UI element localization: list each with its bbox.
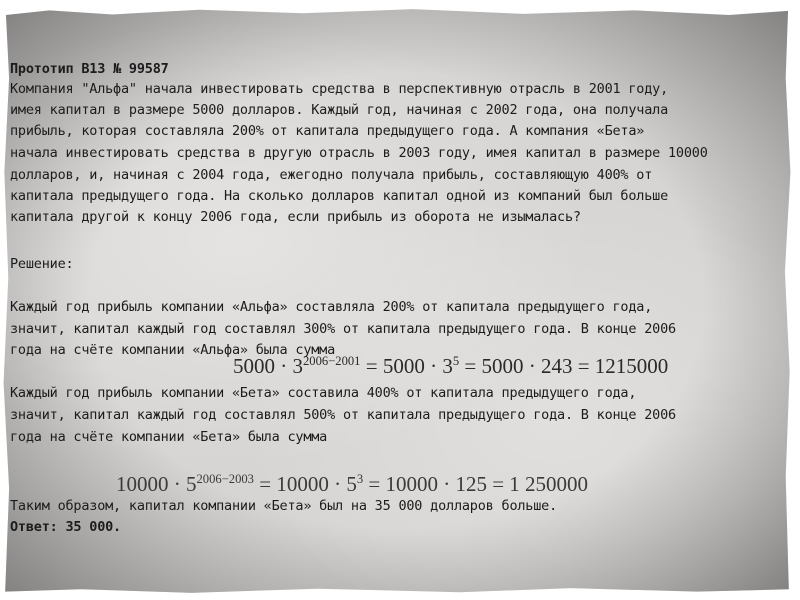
beta-line: года на счёте компании «Бета» была сумма — [10, 429, 328, 445]
formula-part: 10000 · 5 — [116, 472, 197, 496]
beta-line: Каждый год прибыль компании «Бета» составила 400% от капитала предыдущего года, — [10, 385, 637, 401]
formula-part: = 5000 · 243 = 1215000 — [459, 354, 669, 378]
formula-part: = 10000 · 5 — [253, 472, 357, 496]
alpha-line: года на счёте компании «Альфа» была сумма — [10, 342, 336, 358]
problem-line: прибыль, которая составляла 200% от капитала предыдущего года. А компания «Бета» — [10, 123, 645, 139]
problem-line: имея капитал в размере 5000 долларов. Каждый год, начиная с 2002 года, она получала — [10, 102, 668, 118]
problem-line: начала инвестировать средства в другую отрасль в 2003 году, имея капитал в размере 10000 — [10, 145, 708, 161]
problem-line: капитала другой к концу 2006 года, если прибыль из оборота не изымалась? — [10, 209, 581, 225]
formula-exponent: 5 — [452, 354, 460, 368]
formula-part: = 10000 · 125 = 1 250000 — [363, 472, 589, 496]
problem-line: долларов, и, начиная с 2004 года, ежегодно получала прибыль, составляющую 400% от — [10, 167, 653, 183]
problem-line: капитала предыдущего года. На сколько долларов капитал одной из компаний был больше — [10, 188, 668, 204]
formula-exponent: 2006−2001 — [303, 354, 361, 368]
conclusion-line: Таким образом, капитал компании «Бета» был на 35 000 долларов больше. — [10, 498, 558, 514]
formula-part: 5000 · 3 — [233, 354, 303, 378]
alpha-formula — [233, 354, 668, 379]
formula-exponent: 3 — [356, 472, 364, 486]
beta-line: значит, капитал каждый год составлял 500% от капитала предыдущего года. В конце 2006 — [10, 407, 676, 423]
alpha-line: значит, капитал каждый год составлял 300% от капитала предыдущего года. В конце 2006 — [10, 321, 676, 337]
beta-formula — [116, 472, 588, 497]
problem-title: Прототип B13 № 99587 — [10, 61, 169, 77]
alpha-line: Каждый год прибыль компании «Альфа» составляла 200% от капитала предыдущего года, — [10, 299, 653, 315]
solution-heading: Решение: — [10, 256, 74, 272]
formula-exponent: 2006−2003 — [196, 472, 254, 486]
answer-line: Ответ: 35 000. — [10, 519, 121, 535]
problem-line: Компания "Альфа" начала инвестировать средства в перспективную отрасль в 2001 году, — [10, 81, 668, 97]
formula-part: = 5000 · 3 — [360, 354, 453, 378]
